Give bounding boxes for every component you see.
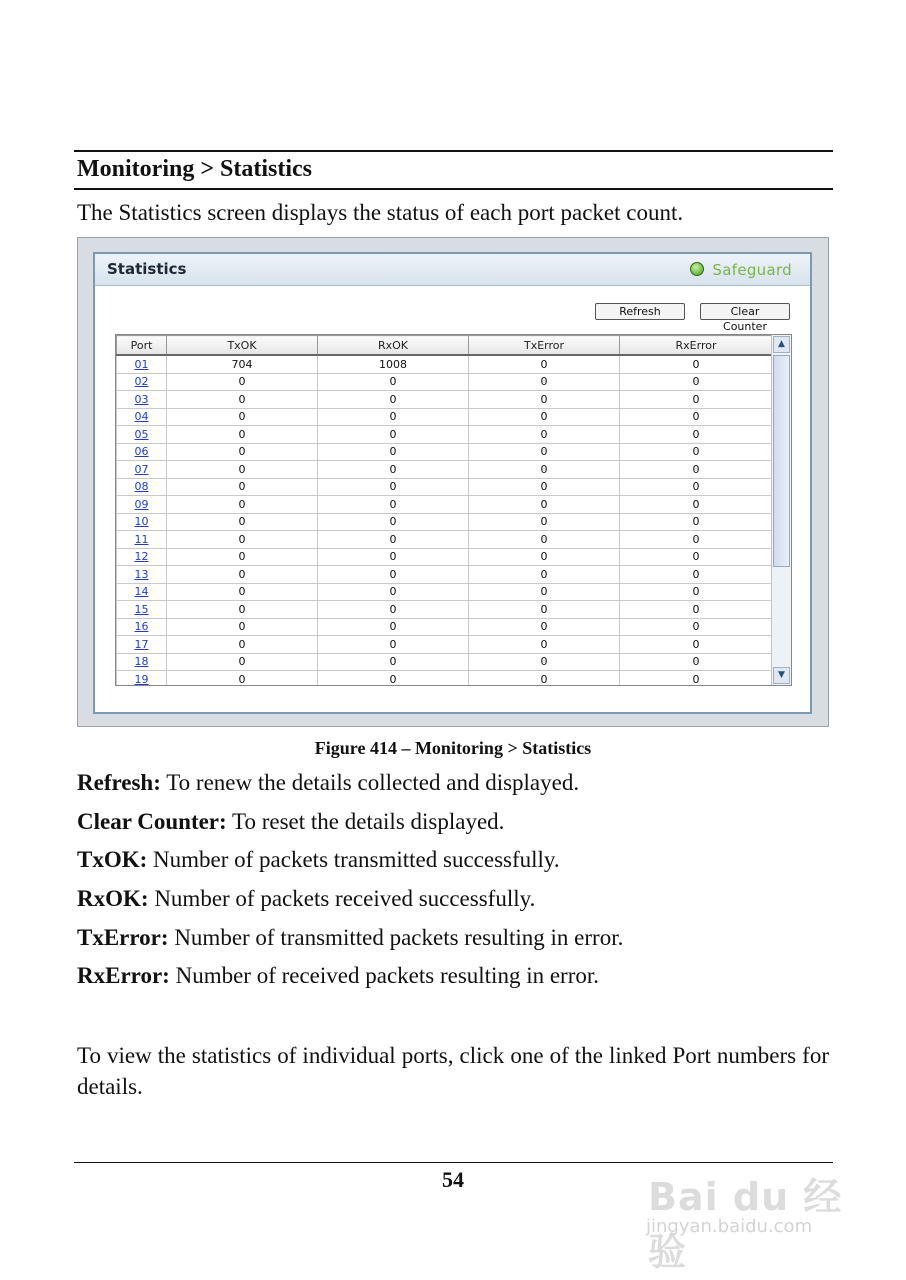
table-row	[117, 355, 773, 373]
txerror-cell: 0	[469, 391, 620, 409]
txerror-cell: 0	[469, 461, 620, 479]
txok-cell: 0	[167, 461, 318, 479]
txok-cell: 0	[167, 496, 318, 514]
watermark-logo-text: Bai du 经验	[648, 1175, 843, 1274]
rxok-cell: 0	[318, 391, 469, 409]
description-refresh: Refresh: To renew the details collected and displayed.	[77, 770, 580, 795]
rxok-cell: 1008	[318, 355, 469, 373]
column-header-rxok[interactable]: RxOK	[318, 336, 469, 356]
txok-cell: 0	[167, 391, 318, 409]
title-rule	[74, 188, 833, 190]
port-link[interactable]: 15	[134, 602, 149, 616]
safeguard-indicator	[690, 261, 792, 279]
port-link[interactable]: 08	[134, 480, 149, 494]
rxerror-cell: 0	[620, 426, 773, 444]
txok-cell: 0	[167, 671, 318, 687]
scroll-down-arrow-icon[interactable]: ▼	[773, 667, 790, 684]
table-row	[117, 408, 773, 426]
table-row	[117, 583, 773, 601]
rxok-cell: 0	[318, 618, 469, 636]
table-row	[117, 636, 773, 654]
section-title: Monitoring > Statistics	[77, 156, 312, 182]
table-row	[117, 671, 773, 687]
description-txerror: TxError: Number of transmitted packets resulting in error.	[77, 925, 624, 950]
txok-cell: 0	[167, 373, 318, 391]
rxerror-cell: 0	[620, 496, 773, 514]
txerror-cell: 0	[469, 355, 620, 373]
rxok-cell: 0	[318, 443, 469, 461]
page-number: 54	[442, 1167, 464, 1192]
port-link[interactable]: 19	[134, 672, 149, 686]
rxerror-cell: 0	[620, 531, 773, 549]
figure-caption: Figure 414 – Monitoring > Statistics	[314, 738, 592, 758]
description-rxok: RxOK: Number of packets received successfully.	[77, 886, 536, 911]
table-row	[117, 601, 773, 619]
rxerror-cell: 0	[620, 601, 773, 619]
txerror-cell: 0	[469, 426, 620, 444]
rxerror-cell: 0	[620, 443, 773, 461]
panel-title: Statistics	[107, 260, 187, 278]
rxerror-cell: 0	[620, 636, 773, 654]
safeguard-status-icon	[690, 262, 704, 276]
txerror-cell: 0	[469, 478, 620, 496]
port-link[interactable]: 16	[134, 620, 149, 634]
port-cell	[117, 601, 167, 619]
table-row	[117, 373, 773, 391]
rxok-cell: 0	[318, 408, 469, 426]
panel-header	[95, 254, 810, 286]
txerror-cell: 0	[469, 513, 620, 531]
rxok-cell: 0	[318, 478, 469, 496]
port-cell	[117, 583, 167, 601]
txok-cell: 0	[167, 531, 318, 549]
rxok-cell: 0	[318, 601, 469, 619]
port-link[interactable]: 05	[134, 427, 149, 441]
port-cell	[117, 653, 167, 671]
rxerror-cell: 0	[620, 653, 773, 671]
baidu-watermark	[640, 1150, 870, 1274]
rxerror-cell: 0	[620, 513, 773, 531]
statistics-panel	[93, 252, 812, 714]
rxerror-cell: 0	[620, 583, 773, 601]
txerror-cell: 0	[469, 653, 620, 671]
safeguard-label: Safeguard	[712, 261, 792, 279]
txok-cell: 0	[167, 566, 318, 584]
port-link[interactable]: 07	[134, 462, 149, 476]
rxerror-cell: 0	[620, 391, 773, 409]
port-cell	[117, 496, 167, 514]
txok-cell: 0	[167, 583, 318, 601]
rxok-cell: 0	[318, 583, 469, 601]
table-row	[117, 478, 773, 496]
txerror-cell: 0	[469, 408, 620, 426]
txerror-cell: 0	[469, 618, 620, 636]
watermark-url: jingyan.baidu.com	[646, 1216, 813, 1237]
statistics-table	[116, 335, 773, 686]
txerror-cell: 0	[469, 443, 620, 461]
rxerror-cell: 0	[620, 671, 773, 687]
txok-cell: 0	[167, 618, 318, 636]
description-clear-counter: Clear Counter: To reset the details displayed.	[77, 809, 505, 834]
txerror-cell: 0	[469, 566, 620, 584]
table-row	[117, 426, 773, 444]
txerror-cell: 0	[469, 531, 620, 549]
rxok-cell: 0	[318, 566, 469, 584]
rxok-cell: 0	[318, 531, 469, 549]
port-details-note: To view the statistics of individual ports, click one of the linked Port numbers for details.	[77, 1043, 829, 1099]
scroll-up-arrow-icon[interactable]: ▲	[773, 336, 790, 353]
rxok-cell: 0	[318, 496, 469, 514]
scrollbar-thumb[interactable]	[773, 355, 790, 567]
txerror-cell: 0	[469, 548, 620, 566]
port-cell	[117, 548, 167, 566]
top-rule	[74, 150, 833, 152]
table-row	[117, 548, 773, 566]
port-link[interactable]: 04	[134, 410, 149, 424]
statistics-screenshot	[77, 237, 829, 727]
port-link[interactable]: 01	[134, 357, 149, 371]
table-row	[117, 513, 773, 531]
rxok-cell: 0	[318, 461, 469, 479]
rxok-cell: 0	[318, 548, 469, 566]
txok-cell: 0	[167, 408, 318, 426]
column-header-txerror[interactable]: TxError	[469, 336, 620, 356]
table-row	[117, 653, 773, 671]
port-link[interactable]: 02	[134, 375, 149, 389]
port-link[interactable]: 17	[134, 637, 149, 651]
port-cell	[117, 531, 167, 549]
txok-cell: 0	[167, 478, 318, 496]
rxerror-cell: 0	[620, 618, 773, 636]
rxok-cell: 0	[318, 636, 469, 654]
txok-cell: 0	[167, 548, 318, 566]
port-cell	[117, 355, 167, 373]
rxok-cell: 0	[318, 373, 469, 391]
port-link[interactable]: 09	[134, 497, 149, 511]
column-header-port[interactable]: Port	[117, 336, 167, 356]
statistics-table-container	[115, 334, 792, 686]
rxerror-cell: 0	[620, 408, 773, 426]
port-cell	[117, 408, 167, 426]
table-row	[117, 496, 773, 514]
port-link[interactable]: 18	[134, 655, 149, 669]
port-link[interactable]: 10	[134, 515, 149, 529]
port-cell	[117, 373, 167, 391]
txok-cell: 704	[167, 355, 318, 373]
rxok-cell: 0	[318, 671, 469, 687]
txok-cell: 0	[167, 513, 318, 531]
table-row	[117, 461, 773, 479]
port-link[interactable]: 03	[134, 392, 149, 406]
port-link[interactable]: 14	[134, 585, 149, 599]
rxerror-cell: 0	[620, 566, 773, 584]
txerror-cell: 0	[469, 601, 620, 619]
port-cell	[117, 443, 167, 461]
column-header-txok[interactable]: TxOK	[167, 336, 318, 356]
port-cell	[117, 636, 167, 654]
rxok-cell: 0	[318, 653, 469, 671]
txerror-cell: 0	[469, 496, 620, 514]
txerror-cell: 0	[469, 583, 620, 601]
table-row	[117, 566, 773, 584]
txok-cell: 0	[167, 653, 318, 671]
port-cell	[117, 671, 167, 687]
table-row	[117, 531, 773, 549]
port-cell	[117, 461, 167, 479]
port-cell	[117, 391, 167, 409]
clear-counter-button[interactable]: Clear Counter	[700, 303, 790, 320]
txok-cell: 0	[167, 601, 318, 619]
table-row	[117, 391, 773, 409]
intro-text: The Statistics screen displays the status of each port packet count.	[77, 200, 684, 225]
txok-cell: 0	[167, 426, 318, 444]
port-link[interactable]: 13	[134, 567, 149, 581]
rxok-cell: 0	[318, 513, 469, 531]
rxerror-cell: 0	[620, 355, 773, 373]
description-rxerror: RxError: Number of received packets resulting in error.	[77, 963, 600, 988]
port-link[interactable]: 12	[134, 550, 149, 564]
description-txok: TxOK: Number of packets transmitted successfully.	[77, 847, 560, 872]
txerror-cell: 0	[469, 373, 620, 391]
column-header-rxerror[interactable]: RxError	[620, 336, 773, 356]
table-scrollbar[interactable]	[771, 335, 791, 685]
txok-cell: 0	[167, 443, 318, 461]
port-link[interactable]: 06	[134, 445, 149, 459]
rxerror-cell: 0	[620, 373, 773, 391]
port-cell	[117, 618, 167, 636]
port-cell	[117, 566, 167, 584]
txok-cell: 0	[167, 636, 318, 654]
table-row	[117, 443, 773, 461]
rxerror-cell: 0	[620, 548, 773, 566]
table-header-row	[117, 336, 773, 356]
port-cell	[117, 478, 167, 496]
rxerror-cell: 0	[620, 478, 773, 496]
txerror-cell: 0	[469, 671, 620, 687]
rxerror-cell: 0	[620, 461, 773, 479]
port-link[interactable]: 11	[134, 532, 149, 546]
table-row	[117, 618, 773, 636]
rxok-cell: 0	[318, 426, 469, 444]
txerror-cell: 0	[469, 636, 620, 654]
port-cell	[117, 513, 167, 531]
refresh-button[interactable]: Refresh	[595, 303, 685, 320]
port-cell	[117, 426, 167, 444]
